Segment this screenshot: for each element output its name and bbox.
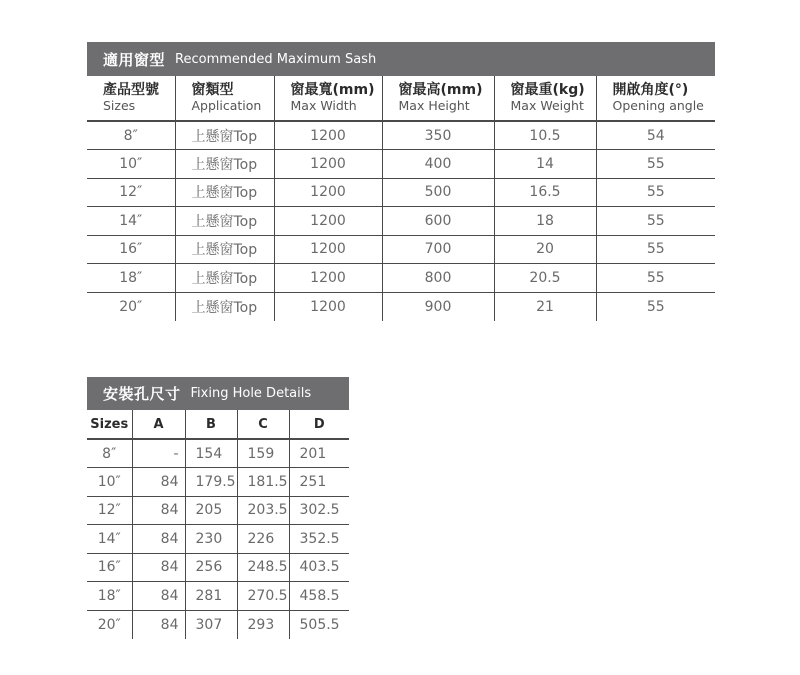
table-row <box>87 178 715 207</box>
table-cell: 181.5 <box>237 468 289 497</box>
table-cell: 203.5 <box>237 496 289 525</box>
table-cell: 154 <box>185 439 237 468</box>
table-cell: 上懸窗Top <box>175 207 274 236</box>
fixing-title-zh: 安裝孔尺寸 <box>103 385 181 403</box>
table-cell: 55 <box>596 292 715 321</box>
fixing-column-header: B <box>185 410 237 439</box>
sash-column-header <box>494 76 596 121</box>
table-row <box>87 525 349 554</box>
table-cell: 400 <box>382 150 494 179</box>
table-row <box>87 150 715 179</box>
table-row <box>87 610 349 639</box>
table-cell: 700 <box>382 235 494 264</box>
table-cell: 251 <box>289 468 349 497</box>
sash-column-header <box>175 76 274 121</box>
table-cell: 10.5 <box>494 121 596 150</box>
sash-table <box>87 76 715 321</box>
table-cell: 14 <box>494 150 596 179</box>
sash-column-header <box>87 76 175 121</box>
fixing-table-body <box>87 439 349 639</box>
column-header-en: Opening angle <box>612 98 704 113</box>
sash-column-header <box>274 76 382 121</box>
table-cell: 1200 <box>274 207 382 236</box>
column-header-zh: 開啟角度(°) <box>612 82 689 98</box>
table-cell: 1200 <box>274 235 382 264</box>
sash-column-header <box>382 76 494 121</box>
fixing-title-en: Fixing Hole Details <box>190 386 312 401</box>
table-cell: 16″ <box>87 553 132 582</box>
table-cell: 179.5 <box>185 468 237 497</box>
table-cell: 1200 <box>274 178 382 207</box>
table-cell: 上懸窗Top <box>175 292 274 321</box>
table-row <box>87 264 715 293</box>
column-header-zh: 窗類型 <box>191 82 234 98</box>
column-header-zh: 窗最重(kg) <box>510 82 585 98</box>
table-cell: 8″ <box>87 121 175 150</box>
column-header-en: Max Width <box>290 98 357 113</box>
table-cell: 20″ <box>119 298 143 315</box>
table-cell: 20.5 <box>494 264 596 293</box>
table-cell: 上懸窗Top <box>175 235 274 264</box>
table-cell: 159 <box>237 439 289 468</box>
fixing-column-header: Sizes <box>87 410 132 439</box>
table-row <box>87 121 715 150</box>
fixing-column-header: C <box>237 410 289 439</box>
table-cell: 55 <box>596 207 715 236</box>
table-cell: 10″ <box>87 468 132 497</box>
table-cell: 458.5 <box>289 582 349 611</box>
table-cell: 84 <box>132 553 185 582</box>
fixing-header-row <box>87 410 349 439</box>
table-row <box>87 582 349 611</box>
table-cell: 403.5 <box>289 553 349 582</box>
table-cell: 293 <box>237 610 289 639</box>
table-cell: - <box>132 439 185 468</box>
table-cell: 256 <box>185 553 237 582</box>
table-cell: 1200 <box>274 292 382 321</box>
table-cell: 800 <box>382 264 494 293</box>
table-cell: 18″ <box>87 582 132 611</box>
table-cell: 55 <box>596 235 715 264</box>
table-cell: 54 <box>596 121 715 150</box>
table-cell: 14″ <box>87 207 175 236</box>
table-cell: 上懸窗Top <box>175 150 274 179</box>
table-cell: 307 <box>185 610 237 639</box>
sash-table-body <box>87 121 715 321</box>
table-cell: 302.5 <box>289 496 349 525</box>
table-cell: 205 <box>185 496 237 525</box>
table-row <box>87 468 349 497</box>
table-cell: 230 <box>185 525 237 554</box>
table-cell: 84 <box>132 582 185 611</box>
table-cell: 226 <box>237 525 289 554</box>
table-cell: 84 <box>132 525 185 554</box>
column-header-en: Sizes <box>103 98 136 113</box>
table-cell: 84 <box>132 468 185 497</box>
table-cell: 505.5 <box>289 610 349 639</box>
sash-column-header <box>596 76 715 121</box>
column-header-zh: 窗最寬(mm) <box>290 82 375 98</box>
table-cell: 350 <box>382 121 494 150</box>
fixing-table <box>87 410 349 639</box>
table-cell: 18 <box>494 207 596 236</box>
table-cell: 上懸窗Top <box>175 178 274 207</box>
table-cell: 12″ <box>87 178 175 207</box>
table-cell: 12″ <box>87 496 132 525</box>
table-cell: 352.5 <box>289 525 349 554</box>
column-header-en: Max Height <box>398 98 470 113</box>
fixing-column-header: D <box>289 410 349 439</box>
table-cell: 1200 <box>274 121 382 150</box>
table-cell: 10″ <box>87 150 175 179</box>
fixing-column-header: A <box>132 410 185 439</box>
column-header-en: Max Weight <box>510 98 584 113</box>
table-row <box>87 553 349 582</box>
table-row <box>87 235 715 264</box>
table-cell: 55 <box>596 178 715 207</box>
table-cell: 8″ <box>87 439 132 468</box>
fixing-section-header <box>87 377 349 410</box>
table-cell: 84 <box>132 610 185 639</box>
table-cell: 18″ <box>87 264 175 293</box>
table-cell: 上懸窗Top <box>175 121 274 150</box>
table-cell: 201 <box>289 439 349 468</box>
table-cell: 84 <box>132 496 185 525</box>
column-header-zh: 窗最高(mm) <box>398 82 483 98</box>
table-cell: 上懸窗Top <box>175 264 274 293</box>
table-cell: 20″ <box>97 616 121 633</box>
table-cell: 55 <box>596 150 715 179</box>
table-row <box>87 207 715 236</box>
table-cell: 1200 <box>274 150 382 179</box>
column-header-zh: 產品型號 <box>103 82 159 98</box>
table-cell: 270.5 <box>237 582 289 611</box>
table-cell: 1200 <box>274 264 382 293</box>
sash-title-en: Recommended Maximum Sash <box>175 51 377 67</box>
table-cell: 20 <box>494 235 596 264</box>
table-cell: 16″ <box>87 235 175 264</box>
table-row <box>87 292 715 321</box>
sash-section-header <box>87 42 715 76</box>
table-cell: 281 <box>185 582 237 611</box>
sash-header-row <box>87 76 715 121</box>
table-cell: 21 <box>494 292 596 321</box>
table-cell: 600 <box>382 207 494 236</box>
table-cell: 16.5 <box>494 178 596 207</box>
table-row <box>87 439 349 468</box>
table-cell: 14″ <box>87 525 132 554</box>
column-header-en: Application <box>191 98 262 113</box>
table-cell: 55 <box>596 264 715 293</box>
table-cell: 248.5 <box>237 553 289 582</box>
sash-title-zh: 適用窗型 <box>103 50 166 69</box>
table-row <box>87 496 349 525</box>
table-cell: 500 <box>382 178 494 207</box>
table-cell: 900 <box>382 292 494 321</box>
